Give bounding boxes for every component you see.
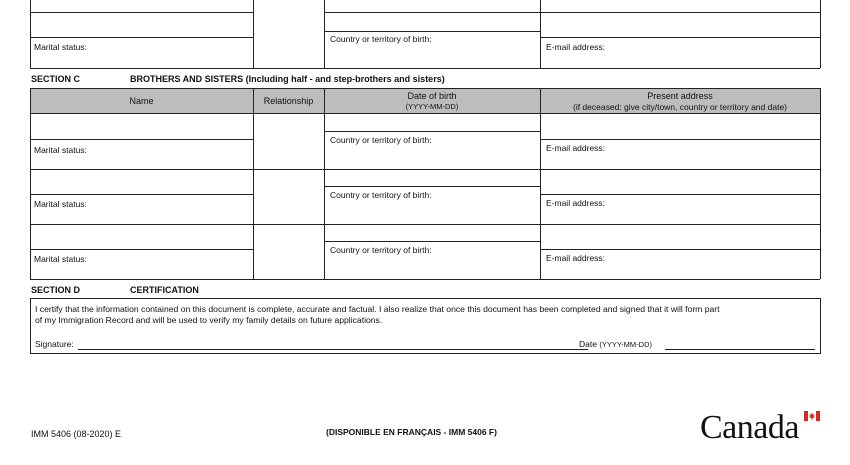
- certification-box: [30, 298, 821, 354]
- column-header-date-of-birth: Date of birth: [407, 91, 457, 101]
- table-border: [253, 114, 254, 279]
- country-of-birth-label: Country or territory of birth:: [330, 245, 432, 255]
- country-of-birth-label: Country or territory of birth:: [330, 190, 432, 200]
- canada-wordmark-text: Canada: [700, 409, 799, 446]
- sibling-address-field[interactable]: [543, 172, 817, 192]
- email-address-label: E-mail address:: [546, 198, 606, 208]
- email-address-field[interactable]: [614, 40, 816, 64]
- country-of-birth-label: Country or territory of birth:: [330, 135, 432, 145]
- row-divider: [30, 37, 253, 38]
- table-border: [324, 0, 325, 68]
- name-field[interactable]: [33, 15, 249, 35]
- table-bottom-border: [30, 279, 820, 280]
- sibling-name-field[interactable]: [33, 227, 249, 247]
- column-header-date-format: (YYYY-MM-DD): [405, 102, 459, 111]
- certification-statement: of my Immigration Record and will be used to verify my family details on future applications.: [35, 315, 383, 325]
- row-divider: [30, 249, 253, 250]
- row-divider: [30, 139, 253, 140]
- email-address-field[interactable]: [614, 252, 816, 276]
- french-version-notice: (DISPONIBLE EN FRANÇAIS - IMM 5406 F): [326, 427, 497, 437]
- row-divider: [324, 31, 540, 32]
- row-divider: [30, 194, 253, 195]
- date-label-text: Date: [579, 339, 597, 349]
- sibling-name-field[interactable]: [33, 117, 249, 137]
- country-of-birth-label: Country or territory of birth:: [330, 34, 432, 44]
- section-d-title: CERTIFICATION: [130, 285, 199, 295]
- table-border: [820, 0, 821, 68]
- row-divider: [540, 194, 820, 195]
- section-c-code: SECTION C: [31, 74, 81, 84]
- email-address-label: E-mail address:: [546, 143, 606, 153]
- column-header-name: Name: [129, 96, 154, 106]
- flag-band-right: [816, 411, 820, 421]
- form-code: IMM 5406 (08-2020) E: [31, 429, 122, 439]
- row-divider: [30, 224, 820, 225]
- marital-status-label: Marital status:: [34, 199, 87, 209]
- row-divider: [540, 249, 820, 250]
- date-of-birth-field[interactable]: [327, 14, 537, 30]
- marital-status-field[interactable]: [100, 197, 250, 221]
- date-format-hint: (YYYY-MM-DD): [599, 340, 652, 349]
- email-address-label: E-mail address:: [546, 253, 606, 263]
- date-field[interactable]: [667, 335, 815, 348]
- signature-label: Signature:: [35, 339, 74, 349]
- flag-band-left: [804, 411, 808, 421]
- country-of-birth-field[interactable]: [327, 258, 537, 276]
- address-field[interactable]: [543, 14, 817, 34]
- table-border: [253, 0, 254, 68]
- marital-status-label: Marital status:: [34, 145, 87, 155]
- table-border: [324, 114, 325, 279]
- sibling-name-field[interactable]: [33, 172, 249, 192]
- section-c-title: BROTHERS AND SISTERS (Including half - and step-brothers and sisters): [130, 74, 445, 84]
- country-of-birth-field[interactable]: [327, 46, 537, 64]
- email-address-field[interactable]: [614, 197, 816, 221]
- relationship-field[interactable]: [257, 14, 321, 64]
- sibling-address-field[interactable]: [543, 117, 817, 137]
- email-address-label: E-mail address:: [546, 42, 606, 52]
- canada-flag-icon: [804, 411, 820, 421]
- marital-status-field[interactable]: [100, 142, 250, 166]
- country-of-birth-field[interactable]: [327, 148, 537, 166]
- column-header-relationship: Relationship: [263, 96, 314, 106]
- section-d-code: SECTION D: [31, 285, 81, 295]
- canada-wordmark: [700, 408, 825, 448]
- marital-status-label: Marital status:: [34, 42, 87, 52]
- signature-line: [78, 349, 588, 350]
- row-divider: [30, 169, 820, 170]
- row-divider: [540, 37, 820, 38]
- marital-status-label: Marital status:: [34, 254, 87, 264]
- sibling-dob-field[interactable]: [327, 116, 537, 130]
- row-divider: [324, 12, 540, 13]
- marital-status-field[interactable]: [100, 40, 250, 64]
- email-address-field[interactable]: [614, 142, 816, 166]
- row-divider: [324, 186, 540, 187]
- table-border: [820, 114, 821, 279]
- sibling-relationship-field[interactable]: [257, 117, 321, 166]
- date-label: [579, 339, 652, 349]
- date-line: [665, 349, 815, 350]
- marital-status-field[interactable]: [100, 252, 250, 276]
- sibling-relationship-field[interactable]: [257, 227, 321, 276]
- column-header-present-address: Present address: [647, 91, 713, 101]
- table-border: [540, 0, 541, 68]
- sibling-dob-field[interactable]: [327, 226, 537, 240]
- row-divider: [324, 131, 540, 132]
- row-divider: [30, 12, 253, 13]
- row-divider: [540, 12, 820, 13]
- column-header-address-note: (if deceased: give city/town, country or territory and date): [572, 102, 787, 112]
- country-of-birth-field[interactable]: [327, 203, 537, 221]
- certification-statement: I certify that the information contained on this document is complete, accurate and factual. I also realize that once this document has been completed and signed that it will form part: [35, 304, 720, 314]
- table-bottom-border: [30, 68, 820, 69]
- row-divider: [540, 139, 820, 140]
- signature-field[interactable]: [79, 335, 587, 348]
- sibling-dob-field[interactable]: [327, 171, 537, 185]
- sibling-address-field[interactable]: [543, 227, 817, 247]
- table-border: [30, 0, 31, 68]
- row-divider: [324, 241, 540, 242]
- sibling-relationship-field[interactable]: [257, 172, 321, 221]
